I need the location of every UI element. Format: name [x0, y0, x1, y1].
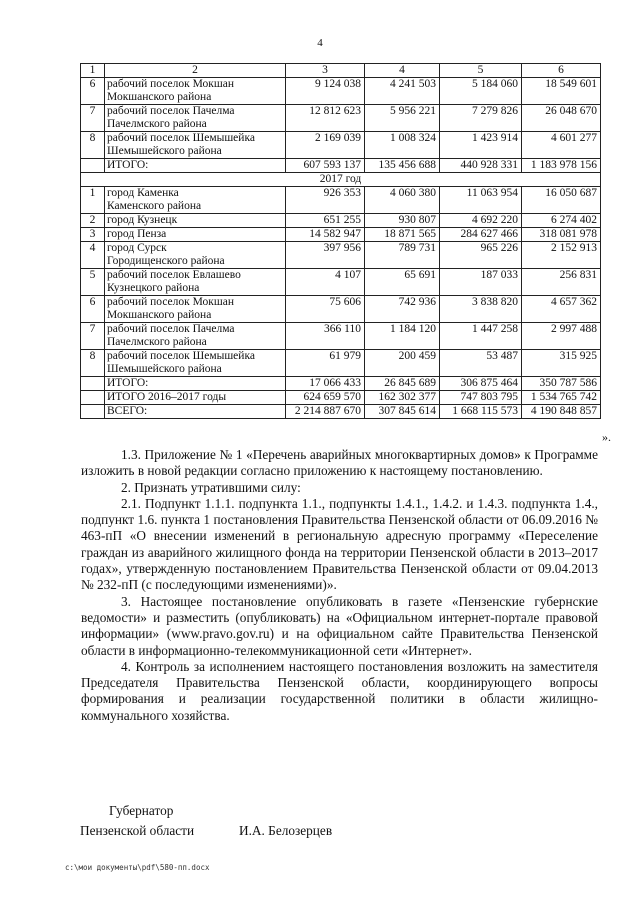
row-index: 4 [81, 242, 105, 269]
resettlement-table [80, 63, 601, 419]
row-index: 7 [81, 105, 105, 132]
row-index: 3 [81, 228, 105, 242]
value-cell: 930 807 [365, 214, 440, 228]
row-name-cell [105, 228, 286, 242]
value-cell: 2 169 039 [286, 132, 365, 159]
value-cell: 9 124 038 [286, 78, 365, 105]
value-cell: 5 956 221 [365, 105, 440, 132]
total-value: 2 214 887 670 [286, 405, 365, 419]
row-index: 1 [81, 187, 105, 214]
column-number: 2 [105, 64, 286, 78]
total-value: 350 787 586 [522, 377, 601, 391]
value-cell: 75 606 [286, 296, 365, 323]
row-name-line: рабочий поселок Мокшан [107, 296, 235, 308]
total-value: 162 302 377 [365, 391, 440, 405]
paragraph: 1.3. Приложение № 1 «Перечень аварийных многоквартирных домов» к Программе изложить в новой редакции согласно приложению к настоящему постановлению. [81, 447, 598, 479]
value-cell: 315 925 [522, 350, 601, 377]
row-name-cell [105, 187, 286, 214]
value-cell: 4 107 [286, 269, 365, 296]
row-name-cell [105, 78, 286, 105]
table-row [81, 350, 601, 377]
total-value: 17 066 433 [286, 377, 365, 391]
value-cell: 789 731 [365, 242, 440, 269]
row-name-line: рабочий поселок Шемышейка [107, 350, 255, 362]
row-name-line: рабочий поселок Шемышейка [107, 132, 255, 144]
value-cell: 4 241 503 [365, 78, 440, 105]
value-cell: 61 979 [286, 350, 365, 377]
total-value: 307 845 614 [365, 405, 440, 419]
value-cell: 926 353 [286, 187, 365, 214]
row-index: 6 [81, 296, 105, 323]
row-name-line: рабочий поселок Мокшан [107, 78, 235, 90]
value-cell: 6 274 402 [522, 214, 601, 228]
closing-quote: ». [602, 430, 611, 444]
value-cell: 1 447 258 [440, 323, 522, 350]
total-value: 440 928 331 [440, 159, 522, 173]
table-row [81, 323, 601, 350]
table-row [81, 242, 601, 269]
total-label: ИТОГО: [105, 159, 286, 173]
value-cell: 26 048 670 [522, 105, 601, 132]
empty-cell [81, 405, 105, 419]
empty-cell [81, 377, 105, 391]
value-cell: 1 184 120 [365, 323, 440, 350]
file-path-footer: c:\мои документы\pdf\580-пп.docx [65, 863, 210, 872]
row-name-line: город Каменка [107, 187, 179, 199]
total-value: 747 803 795 [440, 391, 522, 405]
total-value: 26 845 689 [365, 377, 440, 391]
total-value: 607 593 137 [286, 159, 365, 173]
paragraph: 4. Контроль за исполнением настоящего постановления возложить на заместителя Председателя Правительства Пензенской области, координирующего вопросы формирования и реализации государственной политики в области жилищно-коммунального хозяйства. [81, 658, 598, 723]
row-index: 5 [81, 269, 105, 296]
row-name-line: Мокшанского района [107, 309, 212, 321]
row-name-line: Кузнецкого района [107, 282, 200, 294]
total-value: 306 875 464 [440, 377, 522, 391]
value-cell: 318 081 978 [522, 228, 601, 242]
value-cell: 16 050 687 [522, 187, 601, 214]
value-cell: 65 691 [365, 269, 440, 296]
table-row [81, 78, 601, 105]
value-cell: 4 692 220 [440, 214, 522, 228]
table-row [81, 105, 601, 132]
total-value: 624 659 570 [286, 391, 365, 405]
total-value: 4 190 848 857 [522, 405, 601, 419]
grand-total-row [81, 405, 601, 419]
table-body [81, 64, 601, 419]
column-number: 6 [522, 64, 601, 78]
row-name-cell [105, 105, 286, 132]
row-name-line: Каменского района [107, 200, 202, 212]
year-label: 2017 год [81, 173, 601, 187]
row-index: 7 [81, 323, 105, 350]
total-value: 135 456 688 [365, 159, 440, 173]
row-index: 8 [81, 350, 105, 377]
table-row [81, 187, 601, 214]
row-name-cell [105, 296, 286, 323]
value-cell: 742 936 [365, 296, 440, 323]
row-name-cell [105, 214, 286, 228]
table-row [81, 214, 601, 228]
signer-region: Пензенской области [80, 823, 195, 838]
row-name-cell [105, 350, 286, 377]
row-name-cell [105, 132, 286, 159]
row-index: 2 [81, 214, 105, 228]
signer-title: Губернатор [109, 803, 174, 818]
row-index: 6 [81, 78, 105, 105]
value-cell: 11 063 954 [440, 187, 522, 214]
total-label: ИТОГО: [105, 377, 286, 391]
row-name-line: Шемышейского района [107, 145, 222, 157]
row-name-line: город Пенза [107, 228, 167, 240]
value-cell: 7 279 826 [440, 105, 522, 132]
year-row [81, 173, 601, 187]
row-name-line: город Кузнецк [107, 214, 178, 226]
column-number: 4 [365, 64, 440, 78]
value-cell: 4 657 362 [522, 296, 601, 323]
value-cell: 14 582 947 [286, 228, 365, 242]
column-number: 3 [286, 64, 365, 78]
row-name-line: рабочий поселок Евлашево [107, 269, 241, 281]
value-cell: 187 033 [440, 269, 522, 296]
row-name-line: Шемышейского района [107, 363, 222, 375]
value-cell: 397 956 [286, 242, 365, 269]
paragraph: 3. Настоящее постановление опубликовать в газете «Пензенские губернские ведомости» и разместить (опубликовать) на «Официальном интернет-портале правовой информации» (www.pravo.gov.ru) и на официальном сайте Правительства Пензенской области в информационно-телекоммуникационной сети «Интернет». [81, 593, 598, 658]
value-cell: 1 008 324 [365, 132, 440, 159]
row-name-cell [105, 323, 286, 350]
row-name-line: Пачелмского района [107, 336, 207, 348]
paragraph: 2.1. Подпункт 1.1.1. подпункта 1.1., подпункты 1.4.1., 1.4.2. и 1.4.3. подпункта 1.4., подпункт 1.6. пункта 1 постановления Правительства Пензенской области от 06.09.2016 № 463-пП «О внесении изменений в региональную адресную программу «Переселение граждан из аварийного жилищного фонда на территории Пензенской области в 2013–2017 годах», утвержденную постановлением Правительства Пензенской области от 09.04.2013 № 232-пП (с последующими изменениями)». [81, 495, 598, 593]
value-cell: 18 549 601 [522, 78, 601, 105]
row-name-line: Пачелмского района [107, 118, 207, 130]
empty-cell [81, 391, 105, 405]
table-row [81, 132, 601, 159]
value-cell: 3 838 820 [440, 296, 522, 323]
table-row [81, 296, 601, 323]
value-cell: 53 487 [440, 350, 522, 377]
value-cell: 200 459 [365, 350, 440, 377]
value-cell: 18 871 565 [365, 228, 440, 242]
row-name-line: город Сурск [107, 242, 167, 254]
page-number: 4 [317, 37, 323, 49]
total-row-2016 [81, 159, 601, 173]
value-cell: 366 110 [286, 323, 365, 350]
row-index: 8 [81, 132, 105, 159]
row-name-cell [105, 242, 286, 269]
value-cell: 651 255 [286, 214, 365, 228]
column-number: 1 [81, 64, 105, 78]
value-cell: 4 601 277 [522, 132, 601, 159]
value-cell: 965 226 [440, 242, 522, 269]
column-number: 5 [440, 64, 522, 78]
empty-cell [81, 159, 105, 173]
value-cell: 2 152 913 [522, 242, 601, 269]
value-cell: 5 184 060 [440, 78, 522, 105]
total-row-2017 [81, 377, 601, 391]
value-cell: 1 423 914 [440, 132, 522, 159]
value-cell: 284 627 466 [440, 228, 522, 242]
total-label: ИТОГО 2016–2017 годы [105, 391, 286, 405]
row-name-line: Мокшанского района [107, 91, 212, 103]
row-name-line: рабочий поселок Пачелма [107, 323, 235, 335]
total-value: 1 534 765 742 [522, 391, 601, 405]
total-label: ВСЕГО: [105, 405, 286, 419]
table-row [81, 228, 601, 242]
row-name-line: рабочий поселок Пачелма [107, 105, 235, 117]
row-name-line: Городищенского района [107, 255, 225, 267]
signer-name: И.А. Белозерцев [239, 823, 333, 838]
total-value: 1 668 115 573 [440, 405, 522, 419]
value-cell: 4 060 380 [365, 187, 440, 214]
value-cell: 256 831 [522, 269, 601, 296]
total-row-2016-2017 [81, 391, 601, 405]
value-cell: 12 812 623 [286, 105, 365, 132]
body-text [81, 447, 598, 724]
table-row [81, 269, 601, 296]
row-name-cell [105, 269, 286, 296]
paragraph: 2. Признать утратившими силу: [121, 479, 301, 495]
table-header-row [81, 64, 601, 78]
value-cell: 2 997 488 [522, 323, 601, 350]
total-value: 1 183 978 156 [522, 159, 601, 173]
